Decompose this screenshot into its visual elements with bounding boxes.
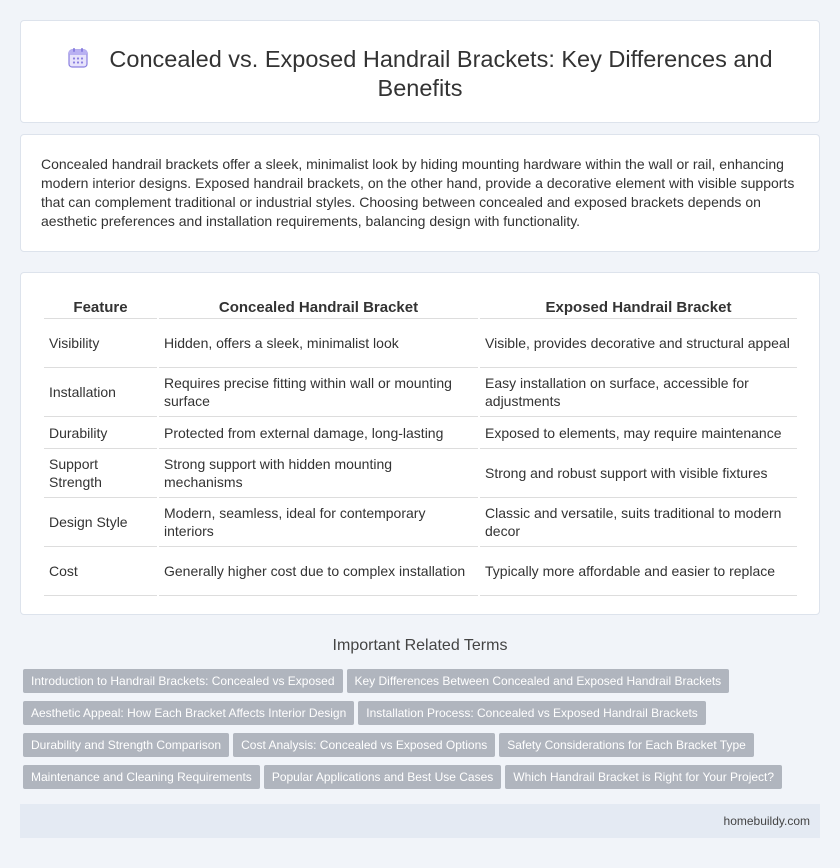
related-term-tag[interactable]: Durability and Strength Comparison <box>23 733 229 757</box>
related-term-tag[interactable]: Safety Considerations for Each Bracket Type <box>499 733 754 757</box>
related-terms-tags <box>23 669 813 797</box>
row-concealed: Requires precise fitting within wall or mounting surface <box>159 368 478 417</box>
row-concealed: Hidden, offers a sleek, minimalist look <box>159 319 478 368</box>
related-term-tag[interactable]: Installation Process: Concealed vs Exposed Handrail Brackets <box>358 701 706 725</box>
row-concealed: Strong support with hidden mounting mechanisms <box>159 449 478 498</box>
related-term-tag[interactable]: Maintenance and Cleaning Requirements <box>23 765 260 789</box>
related-term-tag[interactable]: Cost Analysis: Concealed vs Exposed Options <box>233 733 495 757</box>
calendar-grid-icon <box>67 47 89 69</box>
header-feature: Feature <box>44 292 157 319</box>
table-row <box>44 449 797 498</box>
related-term-tag[interactable]: Introduction to Handrail Brackets: Concealed vs Exposed <box>23 669 343 693</box>
table-row <box>44 498 797 547</box>
related-terms-heading: Important Related Terms <box>332 637 508 654</box>
row-feature: Cost <box>44 547 157 596</box>
comparison-table-card <box>20 272 820 615</box>
header-exposed: Exposed Handrail Bracket <box>480 292 797 319</box>
row-feature: Design Style <box>44 498 157 547</box>
table-header-row <box>44 292 797 319</box>
row-feature: Visibility <box>44 319 157 368</box>
row-feature: Support Strength <box>44 449 157 498</box>
table-row <box>44 319 797 368</box>
intro-paragraph: Concealed handrail brackets offer a sleek, minimalist look by hiding mounting hardware within the wall or rail, enhancing modern interior designs. Exposed handrail brackets, on the other hand, provide a decorative element with visible supports that can complement traditional or industrial styles. Choosing between concealed and exposed brackets depends on aesthetic preferences and installation requirements, balancing design with functionality. <box>41 156 795 229</box>
page-title-wrap <box>21 45 819 103</box>
table-row <box>44 368 797 417</box>
row-feature: Installation <box>44 368 157 417</box>
table-row <box>44 417 797 449</box>
table-row <box>44 547 797 596</box>
row-exposed: Strong and robust support with visible fixtures <box>480 449 797 498</box>
comparison-table <box>42 292 799 596</box>
title-card <box>20 20 820 123</box>
row-concealed: Generally higher cost due to complex installation <box>159 547 478 596</box>
row-feature: Durability <box>44 417 157 449</box>
row-exposed: Classic and versatile, suits traditional to modern decor <box>480 498 797 547</box>
related-term-tag[interactable]: Aesthetic Appeal: How Each Bracket Affects Interior Design <box>23 701 354 725</box>
row-exposed: Visible, provides decorative and structural appeal <box>480 319 797 368</box>
row-exposed: Easy installation on surface, accessible for adjustments <box>480 368 797 417</box>
page-title: Concealed vs. Exposed Handrail Brackets: Key Differences and Benefits <box>109 46 773 101</box>
row-concealed: Modern, seamless, ideal for contemporary interiors <box>159 498 478 547</box>
related-term-tag[interactable]: Key Differences Between Concealed and Exposed Handrail Brackets <box>347 669 730 693</box>
footer <box>20 804 820 838</box>
row-concealed: Protected from external damage, long-lasting <box>159 417 478 449</box>
header-concealed: Concealed Handrail Bracket <box>159 292 478 319</box>
related-term-tag[interactable]: Which Handrail Bracket is Right for Your Project? <box>505 765 782 789</box>
related-term-tag[interactable]: Popular Applications and Best Use Cases <box>264 765 501 789</box>
intro-card <box>20 134 820 252</box>
footer-site-link[interactable]: homebuildy.com <box>723 814 810 828</box>
row-exposed: Exposed to elements, may require maintenance <box>480 417 797 449</box>
row-exposed: Typically more affordable and easier to replace <box>480 547 797 596</box>
